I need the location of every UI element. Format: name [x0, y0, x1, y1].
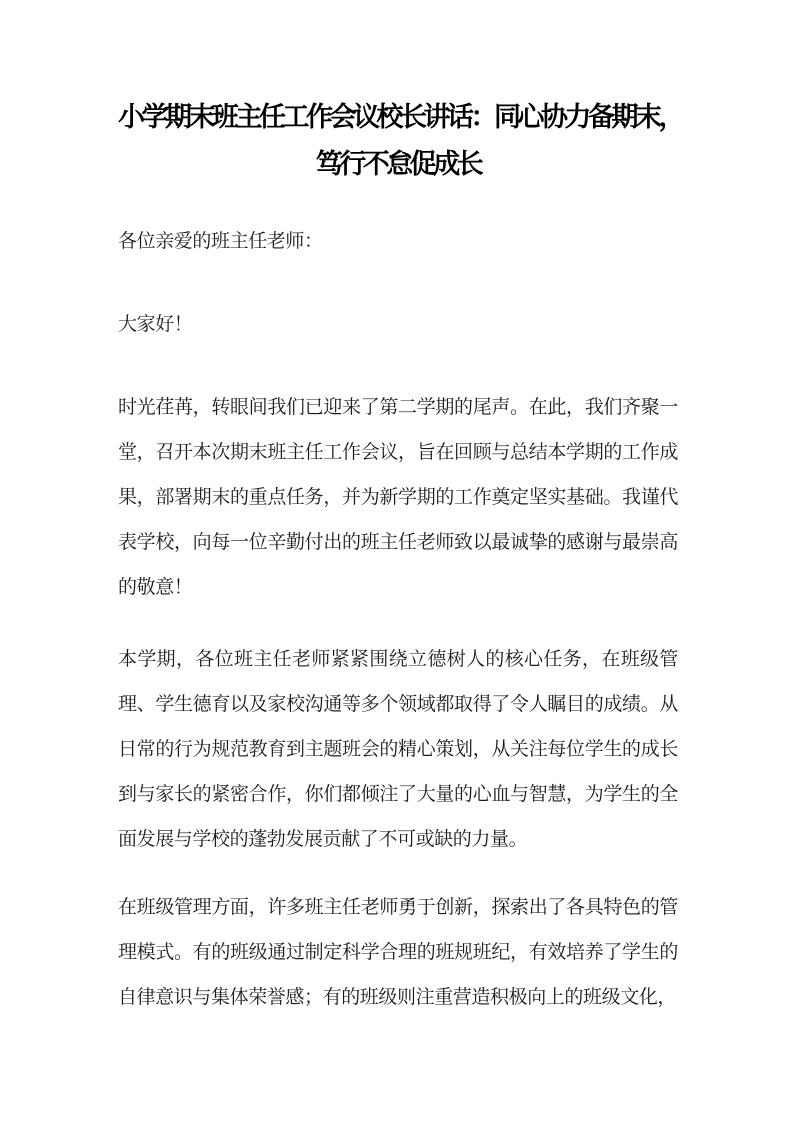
document-content — [118, 0, 682, 1020]
document-title-line-1: 小学期末班主任工作会议校长讲话：同心协力备期末， — [118, 102, 682, 132]
paragraph-greeting: 大家好！ — [118, 314, 193, 335]
paragraph-semester-review: 本学期，各位班主任老师紧紧围绕立德树人的核心任务，在班级管理、学生德育以及家校沟通等多个领域都取得了令人瞩目的成绩。从日常的行为规范教育到主题班会的精心策划，从关注每位学生的成长到与家长的紧密合作，你们都倾注了大量的心血与智慧，为学生的全面发展与学校的蓬勃发展贡献了不可或缺的力量。 — [118, 649, 678, 850]
document-title-line-2: 笃行不怠促成长 — [315, 149, 481, 179]
document-title — [118, 94, 682, 188]
paragraph-opening: 时光荏苒，转眼间我们已迎来了第二学期的尾声。在此，我们齐聚一堂，召开本次期末班主任工作会议，旨在回顾与总结本学期的工作成果，部署期末的重点任务，并为新学期的工作奠定坚实基础。我谨代表学校，向每一位辛勤付出的班主任老师致以最诚挚的感谢与最崇高的敬意！ — [118, 397, 678, 598]
paragraph-salutation: 各位亲爱的班主任老师： — [118, 231, 323, 252]
paragraph-class-management: 在班级管理方面，许多班主任老师勇于创新，探索出了各具特色的管理模式。有的班级通过制定科学合理的班规班纪，有效培养了学生的自律意识与集体荣誉感；有的班级则注重营造积极向上的班级文化， — [118, 897, 678, 1008]
